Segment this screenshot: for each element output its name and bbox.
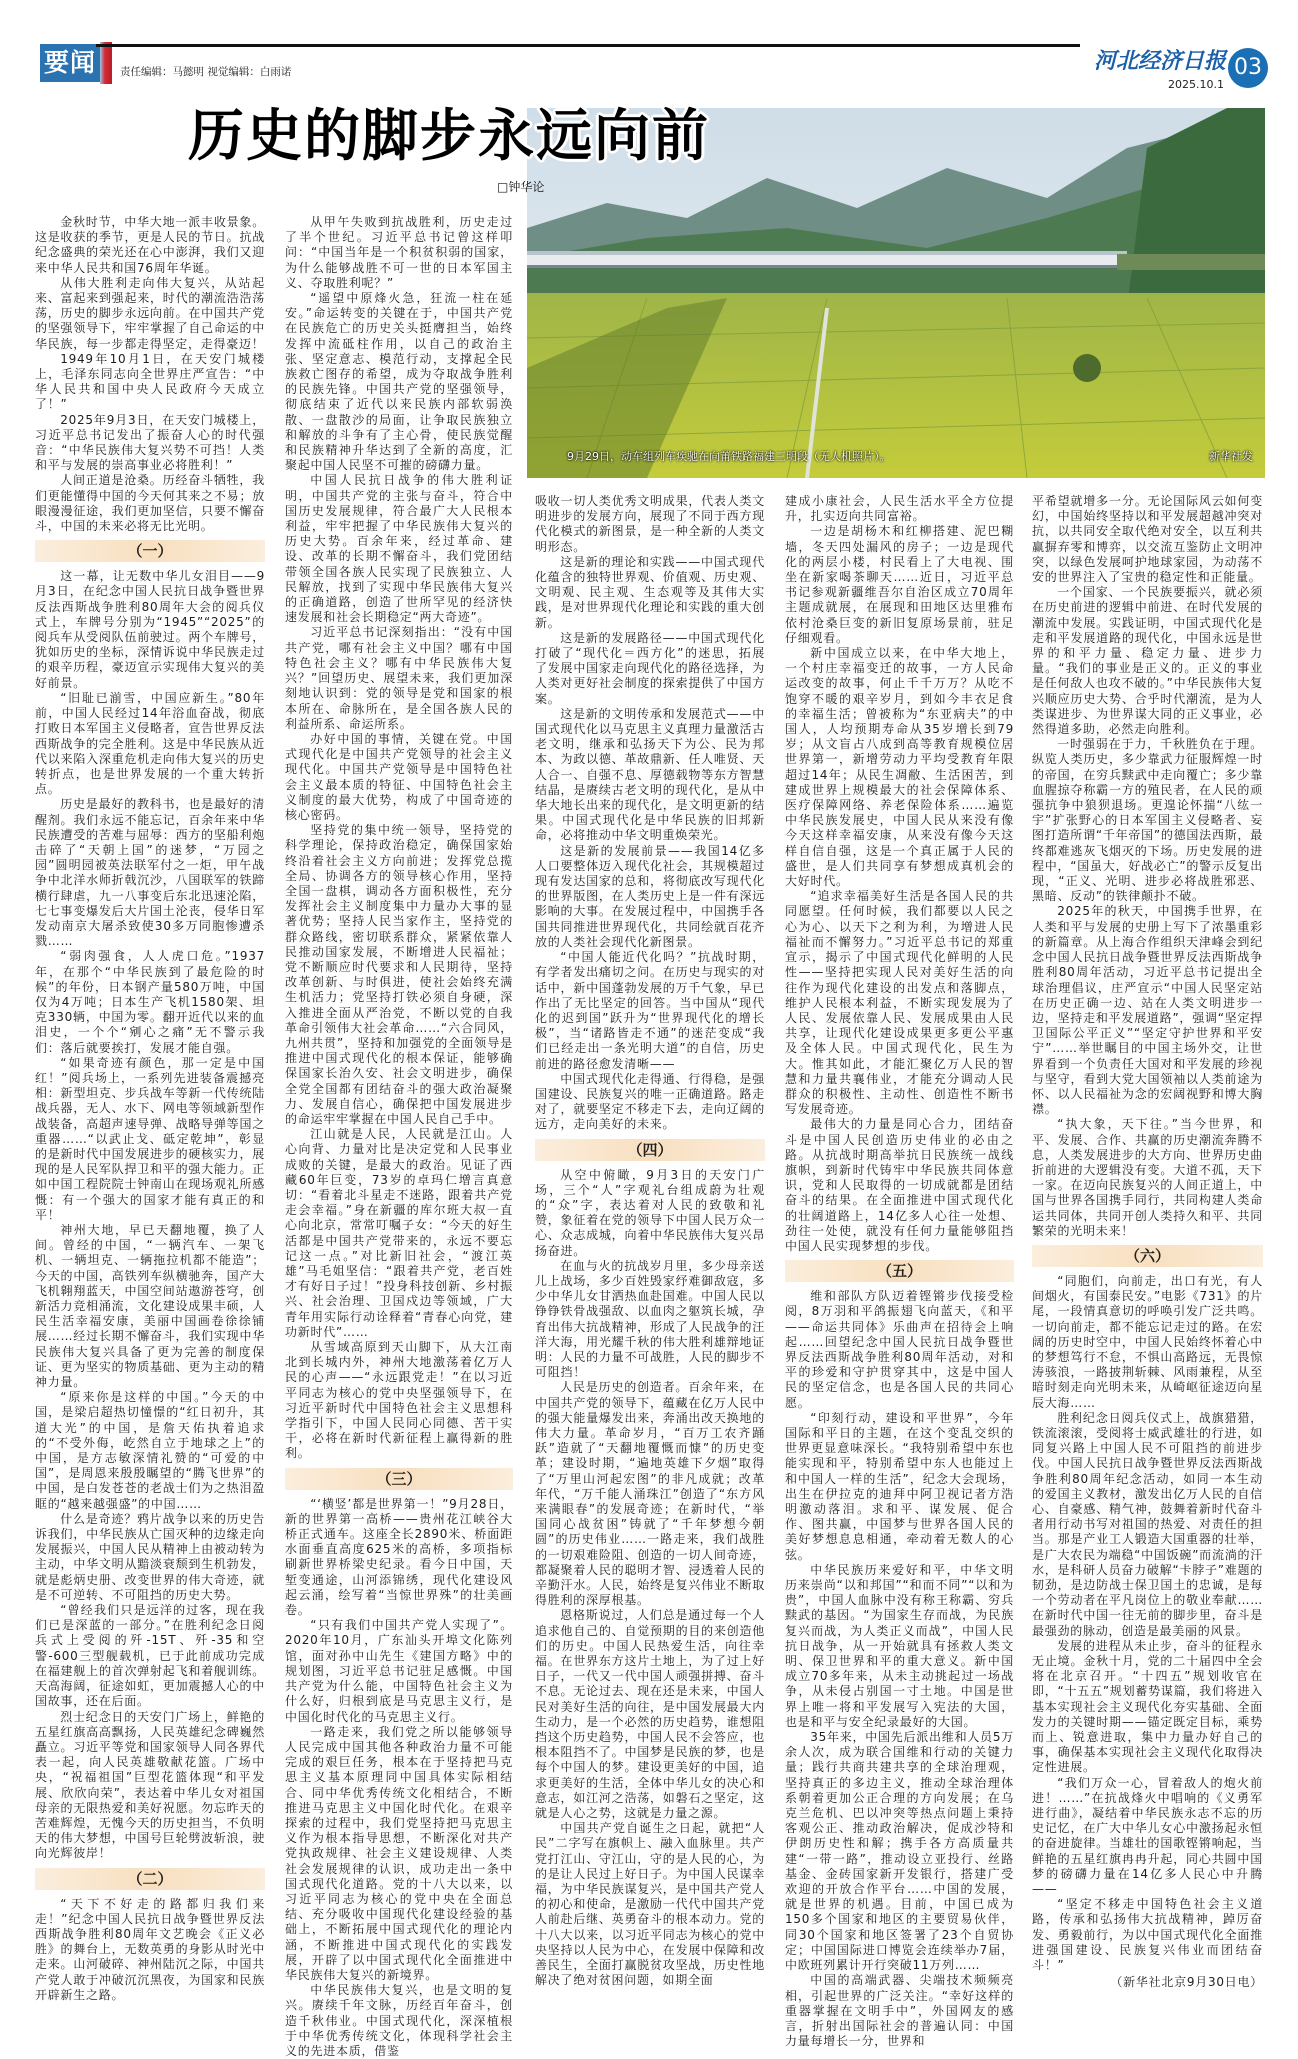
bookmark-ribbon-icon — [100, 42, 112, 84]
page-number: 03 — [1228, 48, 1268, 88]
paragraph: 从雪域高原到天山脚下，从大江南北到长城内外，神州大地激荡着亿万人民的心声——“永远跟党走！”在以习近平同志为核心的党中央坚强领导下，在习近平新时代中国特色社会主义思想科学指引下，中国人民同心同德、苦干实干，必将在新时代新征程上赢得新的胜利。 — [285, 1340, 513, 1461]
paragraph: “‘横竖’都是世界第一！”9月28日，新的世界第一高桥——贵州花江峡谷大桥正式通车。这座全长2890米、桥面距水面垂直高度625米的高桥，多项指标刷新世界桥梁史纪录。看今日中国，天堑变通途，山河添锦绣，现代化建设风起云涌，绘写着“当惊世界殊”的壮美画卷。 — [285, 1496, 513, 1618]
section-heading: （一） — [35, 540, 265, 562]
article-column-4 — [785, 494, 1014, 2049]
paragraph: 中国的高端武器、尖端技术频频亮相，引起世界的广泛关注。“幸好这样的重器掌握在文明手中”，外国网友的感言，折射出国际社会的普遍认同：中国力量每增长一分，世界和 — [785, 1973, 1014, 2049]
section-heading: （六） — [1032, 1245, 1263, 1267]
paragraph: 这是新的发展路径——中国式现代化打破了“现代化＝西方化”的迷思，拓展了发展中国家走向现代化的路径选择，为人类对更好社会制度的探索提供了中国方案。 — [535, 630, 765, 706]
paragraph: 人民是历史的创造者。百余年来，在中国共产党的领导下，蕴藏在亿万人民中的强大能量爆发出来，奔涌出改天换地的伟大力量。革命岁月，“百万工农齐踊跃”造就了“天翻地覆慨而慷”的历史变革；建设时期，“遍地英雄下夕烟”取得了“万里山河起宏图”的非凡成就；改革年代，“万千能人涌珠江”创造了“东方风来满眼春”的发展奇迹；在新时代，“举国同心战贫困”铸就了“千年梦想今朝圆”的历史伟业……一路走来，我们战胜的一切艰难险阻、创造的一切人间奇迹，都凝聚着人民的聪明才智、浸透着人民的辛勤汗水。人民，始终是复兴伟业不断取得胜利的深厚根基。 — [535, 1380, 765, 1608]
paragraph: 35年来，中国先后派出维和人员5万余人次，成为联合国维和行动的关键力量；践行共商共建共享的全球治理观，坚持真正的多边主义，推动全球治理体系朝着更加公正合理的方向发展；在乌克兰危机、巴以冲突等热点问题上秉持客观公正、推动政治解决，促成沙特和伊朗历史性和解；携手各方高质量共建“一带一路”，推动设立亚投行、丝路基金、金砖国家新开发银行，搭建广受欢迎的开放合作平台……中国的发展，就是世界的机遇。目前，中国已成为150多个国家和地区的主要贸易伙伴，同30个国家和地区签署了23个自贸协定；中国国际进口博览会连续举办7届，中欧班列累计开行突破11万列…… — [785, 1730, 1014, 1973]
paragraph: 人间正道是沧桑。历经奋斗牺牲，我们更能懂得中国的今天何其来之不易；放眼漫漫征途，我们更加坚信，只要不懈奋斗，中国的未来必将无比光明。 — [35, 473, 265, 534]
section-heading: （五） — [785, 1260, 1014, 1282]
paragraph: 一个国家、一个民族要振兴，就必须在历史前进的逻辑中前进、在时代发展的潮流中发展。实践证明，中国式现代化是走和平发展道路的现代化，中国永远是世界的和平力量、稳定力量、进步力量。“我们的事业是正义的。正义的事业是任何敌人也攻不破的。”中华民族伟大复兴顺应历史大势、合乎时代潮流，是为人类谋进步、为世界谋大同的正义事业，必然得道多助，必然走向胜利。 — [1032, 585, 1263, 737]
paragraph: 在血与火的抗战岁月里，多少母亲送儿上战场，多少百姓毁家纾难御敌寇，多少中华儿女甘洒热血赴国难。中国人民以铮铮铁骨战强敌、以血肉之躯筑长城，孕育出伟大抗战精神，形成了人民战争的汪洋大海，用光耀千秋的伟大胜利雄辩地证明：人民的力量不可战胜，人民的脚步不可阻挡！ — [535, 1258, 765, 1380]
paragraph: 烈士纪念日的天安门广场上，鲜艳的五星红旗高高飘扬，人民英雄纪念碑巍然矗立。习近平等党和国家领导人同各界代表一起，向人民英雄敬献花篮。广场中央，“祝福祖国”巨型花篮体现“和平发展、欣欣向荣”，表达着中华儿女对祖国母亲的无限热爱和美好祝愿。勿忘昨天的苦难辉煌，无愧今天的历史担当，不负明天的伟大梦想，中国号巨轮劈波斩浪，驶向光辉彼岸！ — [35, 1709, 265, 1861]
paragraph: 中国式现代化走得通、行得稳，是强国建设、民族复兴的唯一正确道路。路走对了，就要坚定不移走下去，走向辽阔的远方，走向美好的未来。 — [535, 1071, 765, 1132]
article-column-2 — [285, 215, 513, 2059]
section-heading: （三） — [285, 1468, 513, 1490]
paragraph: “曾经我们只是远洋的过客，现在我们已是深蓝的一部分。”在胜利纪念日阅兵式上受阅的歼-15T、歼-35和空警-600三型舰载机，已于此前成功完成在福建舰上的首次弹射起飞和着舰训练。天高海阔，征途如虹，更加震撼人心的中国故事，还在后面。 — [35, 1603, 265, 1709]
paragraph: 最伟大的力量是同心合力，团结奋斗是中国人民创造历史伟业的必由之路。从抗战时期高举抗日民族统一战线旗帜，到新时代铸牢中华民族共同体意识，党和人民取得的一切成就都是团结奋斗的结果。在全面推进中国式现代化的壮阔道路上，14亿多人心往一处想、劲往一处使，就没有任何力量能够阻挡中国人民实现梦想的步伐。 — [785, 1117, 1014, 1253]
paragraph-continued: 建成小康社会，人民生活水平全方位提升，扎实迈向共同富裕。 — [785, 494, 1014, 524]
paragraph: 一边是胡杨木和红柳搭建、泥巴糊墙，冬天四处漏风的房子；一边是现代化的两层小楼，村民看上了大电视、围坐在新家喝茶聊天……近日，习近平总书记参观新疆维吾尔自治区成立70周年主题成就展，在展现和田地区达里雅布依村沧桑巨变的新旧复原场景前，驻足仔细观看。 — [785, 524, 1014, 645]
article-column-5 — [1032, 494, 1263, 1991]
paragraph: 中华民族历来爱好和平，中华文明历来崇尚“以和邦国”“和而不同”“以和为贵”，中国人血脉中没有称王称霸、穷兵黩武的基因。“为国家生存而战，为民族复兴而战，为人类正义而战”，中国人民抗日战争，从一开始就具有拯救人类文明、保卫世界和平的重大意义。新中国成立70多年来，从未主动挑起过一场战争，从未侵占别国一寸土地。中国是世界上唯一将和平发展写入宪法的大国，也是和平与安全纪录最好的大国。 — [785, 1562, 1014, 1729]
paragraph: “追求幸福美好生活是各国人民的共同愿望。任何时候，我们都要以人民之心为心、以天下之利为利，为增进人民福祉而不懈努力。”习近平总书记的郑重宣示，揭示了中国式现代化鲜明的人民性——坚持把实现人民对美好生活的向往作为现代化建设的出发点和落脚点，维护人民根本利益，不断实现发展为了人民、发展依靠人民、发展成果由人民共享，让现代化建设成果更多更公平惠及全体人民。中国式现代化，民生为大。惟其如此，才能汇聚亿万人民的智慧和力量共襄伟业，才能充分调动人民群众的积极性、主动性、创造性不断书写发展奇迹。 — [785, 889, 1014, 1117]
paragraph: 中华民族伟大复兴，也是文明的复兴。赓续千年文脉，历经百年奋斗，创造千秋伟业。中国式现代化，深深植根于中华优秀传统文化，体现科学社会主义的先进本质，借鉴 — [285, 1983, 513, 2058]
section-heading: （四） — [535, 1139, 765, 1161]
paragraph: “弱肉强食，人人虎口危。”1937年，在那个“中华民族到了最危险的时候”的年份，日本钢产量580万吨，中国仅为4万吨；日本生产飞机1580架、坦克330辆，中国为零。翻开近代以来的血泪史，一个个“剜心之痛”无不警示我们：落后就要挨打，发展才能自强。 — [35, 949, 265, 1055]
article-column-1 — [35, 215, 265, 2003]
paragraph: “只有我们中国共产党人实现了”。2020年10月，广东汕头开埠文化陈列馆，面对孙中山先生《建国方略》中的规划图，习近平总书记驻足感慨。中国共产党为什么能，中国特色社会主义为什么好，归根到底是马克思主义行，是中国化时代化的马克思主义行。 — [285, 1618, 513, 1724]
paragraph: 神州大地，早已天翻地覆，换了人间。曾经的中国，“一辆汽车、一架飞机、一辆坦克、一辆拖拉机都不能造”；今天的中国，高铁列车纵横驰奔，国产大飞机翱翔蓝天，中国空间站遨游苍穹，创新活力竞相涌流，文化建设成果丰硕，人民生活幸福安康，美丽中国画卷徐徐铺展……经过长期不懈奋斗，我们实现中华民族伟大复兴具备了更为完善的制度保证、更为坚实的物质基础、更为主动的精神力量。 — [35, 1223, 265, 1390]
section-heading: （二） — [35, 1868, 265, 1890]
paragraph: 从甲午失败到抗战胜利，历史走过了半个世纪。习近平总书记曾这样叩问：“中国当年是一个积贫积弱的国家，为什么能够战胜不可一世的日本军国主义、夺取胜利呢？” — [285, 215, 513, 290]
paragraph: 坚持党的集中统一领导，坚持党的科学理论，保持政治稳定，确保国家始终沿着社会主义方向前进；发挥党总揽全局、协调各方的领导核心作用，坚持全国一盘棋，调动各方面积极性，充分发挥社会主义制度集中力量办大事的显著优势；坚持人民当家作主，坚持党的群众路线，密切联系群众，紧紧依靠人民推动国家发展，不断增进人民福祉；党不断顺应时代要求和人民期待，坚持改革创新、与时俱进，使社会始终充满生机活力；党坚持打铁必须自身硬，深入推进全面从严治党，不断以党的自我革命引领伟大社会革命……“六合同风，九州共贯”，坚持和加强党的全面领导是推进中国式现代化的根本保证，能够确保国家长治久安、社会文明进步，确保全党全国都有团结奋斗的强大政治凝聚力、发展自信心，确保把中国发展进步的命运牢牢掌握在中国人民自己手中。 — [285, 823, 513, 1126]
paragraph: 这是新的理论和实践——中国式现代化蕴含的独特世界观、价值观、历史观、文明观、民主观、生态观等及其伟大实践，是对世界现代化理论和实践的重大创新。 — [535, 554, 765, 630]
paragraph: 从空中俯瞰，9月3日的天安门广场，三个“人”字观礼台组成蔚为壮观的“众”字，表达着对人民的致敬和礼赞，象征着在党的领导下中国人民万众一心、众志成城，向着中华民族伟大复兴昂扬奋进。 — [535, 1167, 765, 1258]
paragraph: 一路走来，我们党之所以能够领导人民完成中国其他各种政治力量不可能完成的艰巨任务，根本在于坚持把马克思主义基本原理同中国具体实际相结合、同中华优秀传统文化相结合，不断推进马克思主义中国化时代化。在艰辛探索的过程中，我们党坚持把马克思主义作为根本指导思想，不断深化对共产党执政规律、社会主义建设规律、人类社会发展规律的认识，成功走出一条中国式现代化道路。党的十八大以来，以习近平同志为核心的党中央在全面总结、充分吸收中国现代化建设经验的基础上，不断拓展中国式现代化的理论内涵，不断推进中国式现代化的实践发展，开辟了以中国式现代化全面推进中华民族伟大复兴的新境界。 — [285, 1724, 513, 1982]
paragraph: “坚定不移走中国特色社会主义道路，传承和弘扬伟大抗战精神，踔厉奋发、勇毅前行，为以中国式现代化全面推进强国建设、民族复兴伟业而团结奋斗！” — [1032, 1897, 1263, 1973]
paragraph: 中国共产党自诞生之日起，就把“人民”二字写在旗帜上、融入血脉里。共产党打江山、守江山，守的是人民的心，为的是让人民过上好日子。为中国人民谋幸福，为中华民族谋复兴，是中国共产党人的初心和使命，是激励一代代中国共产党人前赴后继、英勇奋斗的根本动力。党的十八大以来，以习近平同志为核心的党中央坚持以人民为中心，在发展中保障和改善民生，全面打赢脱贫攻坚战，历史性地解决了绝对贫困问题，如期全面 — [535, 1821, 765, 1988]
photo-credit: 新华社发 — [1209, 450, 1253, 463]
newspaper-logo: 河北经济日报 — [1093, 48, 1226, 74]
dateline: （新华社北京9月30日电） — [1110, 1975, 1263, 1990]
paragraph: 这是新的发展前景——我国14亿多人口要整体迈入现代化社会，其规模超过现有发达国家的总和，将彻底改写现代化的世界版图，在人类历史上是一件有深远影响的大事。在发展过程中，中国携手各国共同推进世界现代化，共同绘就百花齐放的人类社会现代化新图景。 — [535, 843, 765, 949]
paragraph: 这是新的文明传承和发展范式——中国式现代化以马克思主义真理力量激活古老文明，继承和弘扬天下为公、民为邦本、为政以德、革故鼎新、任人唯贤、天人合一、自强不息、厚德载物等东方智慧结晶，是赓续古老文明的现代化，是从中华大地长出来的现代化，是文明更新的结果。中国式现代化是中华民族的旧邦新命，必将推动中华文明重焕荣光。 — [535, 706, 765, 843]
paragraph: 1949年10月1日，在天安门城楼上，毛泽东同志向全世界庄严宣告：“中华人民共和国中央人民政府今天成立了！” — [35, 351, 265, 412]
editor-credits: 责任编辑：马懿明 视觉编辑：白雨诺 — [120, 66, 292, 78]
header-rule — [96, 44, 1080, 47]
section-badge: 要闻 — [40, 44, 100, 82]
paragraph: 金秋时节，中华大地一派丰收景象。这是收获的季节，更是人民的节日。抗战纪念盛典的荣光还在心中澎湃，我们又迎来中华人民共和国76周年华诞。 — [35, 215, 265, 275]
paragraph: “遥望中原烽火急，狂流一柱在延安。”命运转变的关键在于，中国共产党在民族危亡的历史关头挺膺担当，始终发挥中流砥柱作用，以自己的政治主张、坚定意志、模范行动，支撑起全民族救亡图存的希望，成为夺取战争胜利的民族先锋。中国共产党的坚强领导，彻底结束了近代以来民族内部软弱涣散、一盘散沙的局面，让争取民族独立和解放的斗争有了主心骨，使民族觉醒和民族精神升华达到了全新的高度，汇聚起中国人民坚不可摧的磅礴力量。 — [285, 291, 513, 473]
article-byline: □钟华论 — [497, 180, 545, 194]
paragraph: 这一幕，让无数中华儿女泪目——9月3日，在纪念中国人民抗日战争暨世界反法西斯战争胜利80周年大会的阅兵仪式上，车牌号分别为“1945”“2025”的阅兵车从受阅队伍前驶过。两个车牌号，犹如历史的坐标，深情诉说中华民族走过的艰辛历程，豪迈宣示实现伟大复兴的美好前景。 — [35, 569, 265, 690]
paragraph: “执大象，天下往。”当今世界，和平、发展、合作、共赢的历史潮流奔腾不息，人类发展进步的大方向、世界历史曲折前进的大逻辑没有变。大道不孤，天下一家。在迈向民族复兴的人间正道上，中国与世界各国携手同行，共同构建人类命运共同体，共同开创人类持久和平、共同繁荣的光明未来！ — [1032, 1117, 1263, 1238]
paragraph: “中国人能近代化吗？”抗战时期，有学者发出痛切之问。在历史与现实的对话中，新中国蓬勃发展的万千气象，早已作出了无比坚定的回答。当中国从“现代化的迟到国”跃升为“世界现代化的增长极”，当“诸路皆走不通”的迷茫变成“我们已经走出一条光明大道”的自信，历史前进的路径愈发清晰—— — [535, 950, 765, 1071]
paragraph: “印刻行动，建设和平世界”，今年国际和平日的主题，在这个变乱交织的世界更显意味深长。“我特别希望中东也能实现和平，特别希望中东人也能过上和中国人一样的生活”，纪念大会现场，出生在伊拉克的迪拜中阿卫视记者方浩明激动落泪。求和平、谋发展、促合作、图共赢，中国梦与世界各国人民的美好梦想息息相通，牵动着无数人的心弦。 — [785, 1410, 1014, 1562]
article-column-3 — [535, 494, 765, 1989]
paragraph: 从伟大胜利走向伟大复兴，从站起来、富起来到强起来，时代的潮流浩浩荡荡，历史的脚步永远向前。在中国共产党的坚强领导下，牢牢掌握了自己命运的中华民族，每一步都走得坚定，走得豪迈！ — [35, 275, 265, 351]
paragraph: 一时强弱在于力，千秋胜负在于理。纵览人类历史，多少靠武力征服辉煌一时的帝国，在穷兵黩武中走向覆亡；多少靠血腥掠夺称霸一方的殖民者，在人民的顽强抗争中狼狈退场。更遑论怀揣“八纮一宇”扩张野心的日本军国主义侵略者、妄图打造所谓“千年帝国”的德国法西斯，最终都难逃灰飞烟灭的下场。历史发展的进程中，“国虽大，好战必亡”的警示反复出现，“正义、光明、进步必将战胜邪恶、黑暗、反动”的铁律颠扑不破。 — [1032, 737, 1263, 904]
paragraph: 江山就是人民，人民就是江山。人心向背、力量对比是决定党和人民事业成败的关键，是最大的政治。见证了西藏60年巨变，73岁的卓玛仁增言真意切：“看着北斗星走不迷路，跟着共产党走会幸福。”身在新疆的库尔班大叔一直心向北京，常常叮嘱子女：“今天的好生活都是中国共产党带来的，永远不要忘记这一点。”对比新旧社会，“渡江英雄”马毛姐坚信：“跟着共产党，老百姓才有好日子过！”投身科技创新、乡村振兴、社会治理、卫国戍边等领域，广大青年用实际行动诠释着“青春心向党，建功新时代”…… — [285, 1127, 513, 1339]
paragraph: 2025年的秋天，中国携手世界，在人类和平与发展的史册上写下了浓墨重彩的新篇章。从上海合作组织天津峰会到纪念中国人民抗日战争暨世界反法西斯战争胜利80周年活动，习近平总书记提出全球治理倡议，庄严宣示“中国人民坚定站在历史正确一边、站在人类文明进步一边，坚持走和平发展道路”，强调“坚定捍卫国际公平正义”“坚定守护世界和平安宁”……举世瞩目的中国主场外交，让世界看到一个负责任大国对和平发展的珍视与坚守，看到大党大国领袖以人类前途为怀、以人民福祉为念的宏阔视野和博大胸襟。 — [1032, 904, 1263, 1117]
article-title: 历史的脚步永远向前 — [188, 104, 710, 169]
paragraph: 历史是最好的教科书，也是最好的清醒剂。我们永远不能忘记，百余年来中华民族遭受的苦难与屈辱：西方的坚船利炮击碎了“天朝上国”的迷梦，“万园之园”圆明园被英法联军付之一炬，甲午战争中北洋水师折戟沉沙，八国联军的铁蹄横行肆虐，九一八事变后东北迅速沦陷，七七事变爆发后大片国土沦丧，侵华日军发动南京大屠杀致使30多万同胞惨遭杀戮…… — [35, 797, 265, 949]
paragraph: “同胞们，向前走，出口有光，有人间烟火，有国泰民安。”电影《731》的片尾，一段情真意切的呼唤引发广泛共鸣。一切向前走，都不能忘记走过的路。在宏阔的历史时空中，中国人民始终怀着心中的梦想笃行不怠，不惧山高路远，无畏惊涛骇浪，一路披荆斩棘、风雨兼程，从至暗时刻走向光明未来，从崎岖征途迈向星辰大海…… — [1032, 1273, 1263, 1410]
paragraph: 维和部队方队迈着铿锵步伐接受检阅，8万羽和平鸽振翅飞向蓝天，《和平——命运共同体》乐曲声在招待会上响起……回望纪念中国人民抗日战争暨世界反法西斯战争胜利80周年活动，对和平的珍爱和守护贯穿其中，这是中国人民的坚定信念，也是各国人民的共同心愿。 — [785, 1289, 1014, 1410]
paragraph: “原来你是这样的中国。”今天的中国，是梁启超热切憧憬的“红日初升，其道大光”的中国，是詹天佑执着追求的“不受外侮，屹然自立于地球之上”的中国，是方志敏深情礼赞的“可爱的中国”，是周恩来殷殷瞩望的“腾飞世界”的中国，是白发苍苍的老战士们为之热泪盈眶的“越来越强盛”的中国…… — [35, 1390, 265, 1511]
paragraph: 中国人民抗日战争的伟大胜利证明，中国共产党的主张与奋斗，符合中国历史发展规律，符合最广大人民根本利益，牢牢把握了中华民族伟大复兴的历史大势。百余年来，经过革命、建设、改革的长期不懈奋斗，我们党团结带领全国各族人民实现了民族独立、人民解放，找到了实现中华民族伟大复兴的正确道路，创造了世所罕见的经济快速发展和社会长期稳定“两大奇迹”。 — [285, 473, 513, 625]
paragraph-continued: 平希望就增多一分。无论国际风云如何变幻，中国始终坚持以和平发展超越冲突对抗，以共同安全取代绝对安全，以互利共赢摒弃零和博弈，以交流互鉴防止文明冲突，以绿色发展呵护地球家园，为动荡不安的世界注入了宝贵的稳定性和正能量。 — [1032, 494, 1263, 585]
paragraph: “如果奇迹有颜色，那一定是中国红！”阅兵场上，一系列先进装备震撼亮相：新型坦克、步兵战车等新一代传统陆战兵器，无人、水下、网电等领域新型作战装备，高超声速导弹、战略导弹等国之重器……“以武止戈、砥定乾坤”，彰显的是新时代中国发展进步的硬核实力，展现的是人民军队捍卫和平的强大能力。正如中国工程院院士钟南山在现场观礼所感慨：有一个强大的国家才能有真正的和平！ — [35, 1055, 265, 1222]
paragraph: “我们万众一心，冒着敌人的炮火前进！……”在抗战烽火中唱响的《义勇军进行曲》，凝结着中华民族永志不忘的历史记忆，在广大中华儿女心中激扬起永恒的奋进旋律。当雄壮的国歌铿锵响起，当鲜艳的五星红旗冉冉升起，同心共圆中国梦的磅礴力量在14亿多人民心中升腾—— — [1032, 1775, 1263, 1897]
paragraph: 胜利纪念日阅兵仪式上，战旗猎猎，铁流滚滚，受阅将士威武雄壮的行进，如同复兴路上中国人民不可阻挡的前进步伐。中国人民抗日战争暨世界反法西斯战争胜利80周年纪念活动，如同一本生动的爱国主义教材，激发出亿万人民的自信心、自豪感、精气神，鼓舞着新时代奋斗者用行动书写对祖国的热爱、对责任的担当。那是产业工人锻造大国重器的壮举，是广大农民为端稳“中国饭碗”而流淌的汗水，是科研人员奋力破解“卡脖子”难题的韧劲，是边防战士保卫国土的忠诚，是每一个劳动者在平凡岗位上的敬业奉献……在新时代中国一往无前的脚步里，奋斗是最强劲的脉动，创造是最美丽的风景。 — [1032, 1410, 1263, 1638]
paragraph: 办好中国的事情，关键在党。中国式现代化是中国共产党领导的社会主义现代化。中国共产党领导是中国特色社会主义最本质的特征、中国特色社会主义制度的最大优势，构成了中国奇迹的核心密码。 — [285, 731, 513, 822]
paragraph: 新中国成立以来，在中华大地上，一个村庄幸福变迁的故事，一方人民命运改变的故事，何止千千万万？从吃不饱穿不暖的艰辛岁月，到如今丰衣足食的幸福生活；曾被称为“东亚病夫”的中国人，人均预期寿命从35岁增长到79岁；从文盲占八成到高等教育规模位居世界第一，新增劳动力平均受教育年限超过14年；从民生凋敝、生活困苦，到建成世界上规模最大的社会保障体系、医疗保障网络、养老保险体系……遍览中华民族发展史，中国人民从来没有像今天这样幸福安康，从来没有像今天这样自信自强，这是一个真正属于人民的盛世，是人们共同享有梦想成真机会的大好时代。 — [785, 646, 1014, 889]
paragraph: 发展的进程从未止步，奋斗的征程永无止境。金秋十月，党的二十届四中全会将在北京召开。“十四五”规划收官在即，“十五五”规划蓄势谋篇，我们将进入基本实现社会主义现代化夯实基础、全面发力的关键时期——锚定既定目标，乘势而上、锐意进取，集中力量办好自己的事，确保基本实现社会主义现代化取得决定性进展。 — [1032, 1638, 1263, 1775]
issue-date: 2025.10.1 — [1168, 78, 1224, 91]
paragraph: 2025年9月3日，在天安门城楼上，习近平总书记发出了振奋人心的时代强音：“中华民族伟大复兴势不可挡！人类和平与发展的崇高事业必将胜利！” — [35, 412, 265, 473]
paragraph: 恩格斯说过，人们总是通过每一个人追求他自己的、自觉预期的目的来创造他们的历史。中国人民热爱生活，向往幸福。在世界东方这片土地上，为了过上好日子，一代又一代中国人顽强拼搏、奋斗不息。无论过去、现在还是未来，中国人民对美好生活的向往，是中国发展最大内生动力，是一个必然的历史趋势，谁想阻挡这个历史趋势，中国人民不会答应，也根本阻挡不了。中国梦是民族的梦，也是每个中国人的梦。建设更美好的中国，追求更美好的生活，全体中华儿女的决心和意志，如江河之浩荡，如磐石之坚定，这就是人心之势，这就是力量之源。 — [535, 1608, 765, 1821]
photo-caption: 9月29日，动车组列车疾驰在向莆铁路福建三明段（无人机照片）。 — [567, 450, 891, 463]
paragraph: 什么是奇迹？鸦片战争以来的历史告诉我们，中华民族从亡国灭种的边缘走向发展振兴，中国人民从精神上由被动转为主动，中华文明从黯淡衰颓到生机勃发，就是彪炳史册、改变世界的伟大奇迹，就是不可逆转、不可阻挡的历史大势。 — [35, 1511, 265, 1602]
paragraph-continued: 吸收一切人类优秀文明成果，代表人类文明进步的发展方向，展现了不同于西方现代化模式的新图景，是一种全新的人类文明形态。 — [535, 494, 765, 554]
paragraph: 习近平总书记深刻指出：“没有中国共产党，哪有社会主义中国？哪有中国特色社会主义？哪有中华民族伟大复兴？”回望历史、展望未来，我们更加深刻地认识到：党的领导是党和国家的根本所在、命脉所在，是全国各族人民的利益所系、命运所系。 — [285, 625, 513, 731]
paragraph: “天下不好走的路都归我们来走！”纪念中国人民抗日战争暨世界反法西斯战争胜利80周年文艺晚会《正义必胜》的舞台上，无数英勇的身影从时光中走来。山河破碎、神州陆沉之际，中国共产党人敢于冲破沉沉黑夜，为国家和民族开辟新生之路。 — [35, 1896, 265, 2002]
paragraph: “旧耻已湔雪，中国应新生。”80年前，中国人民经过14年浴血奋战，彻底打败日本军国主义侵略者，宣告世界反法西斯战争的完全胜利。这是中华民族从近代以来陷入深重危机走向伟大复兴的历史转折点，也是世界发展的一个重大转折点。 — [35, 690, 265, 797]
